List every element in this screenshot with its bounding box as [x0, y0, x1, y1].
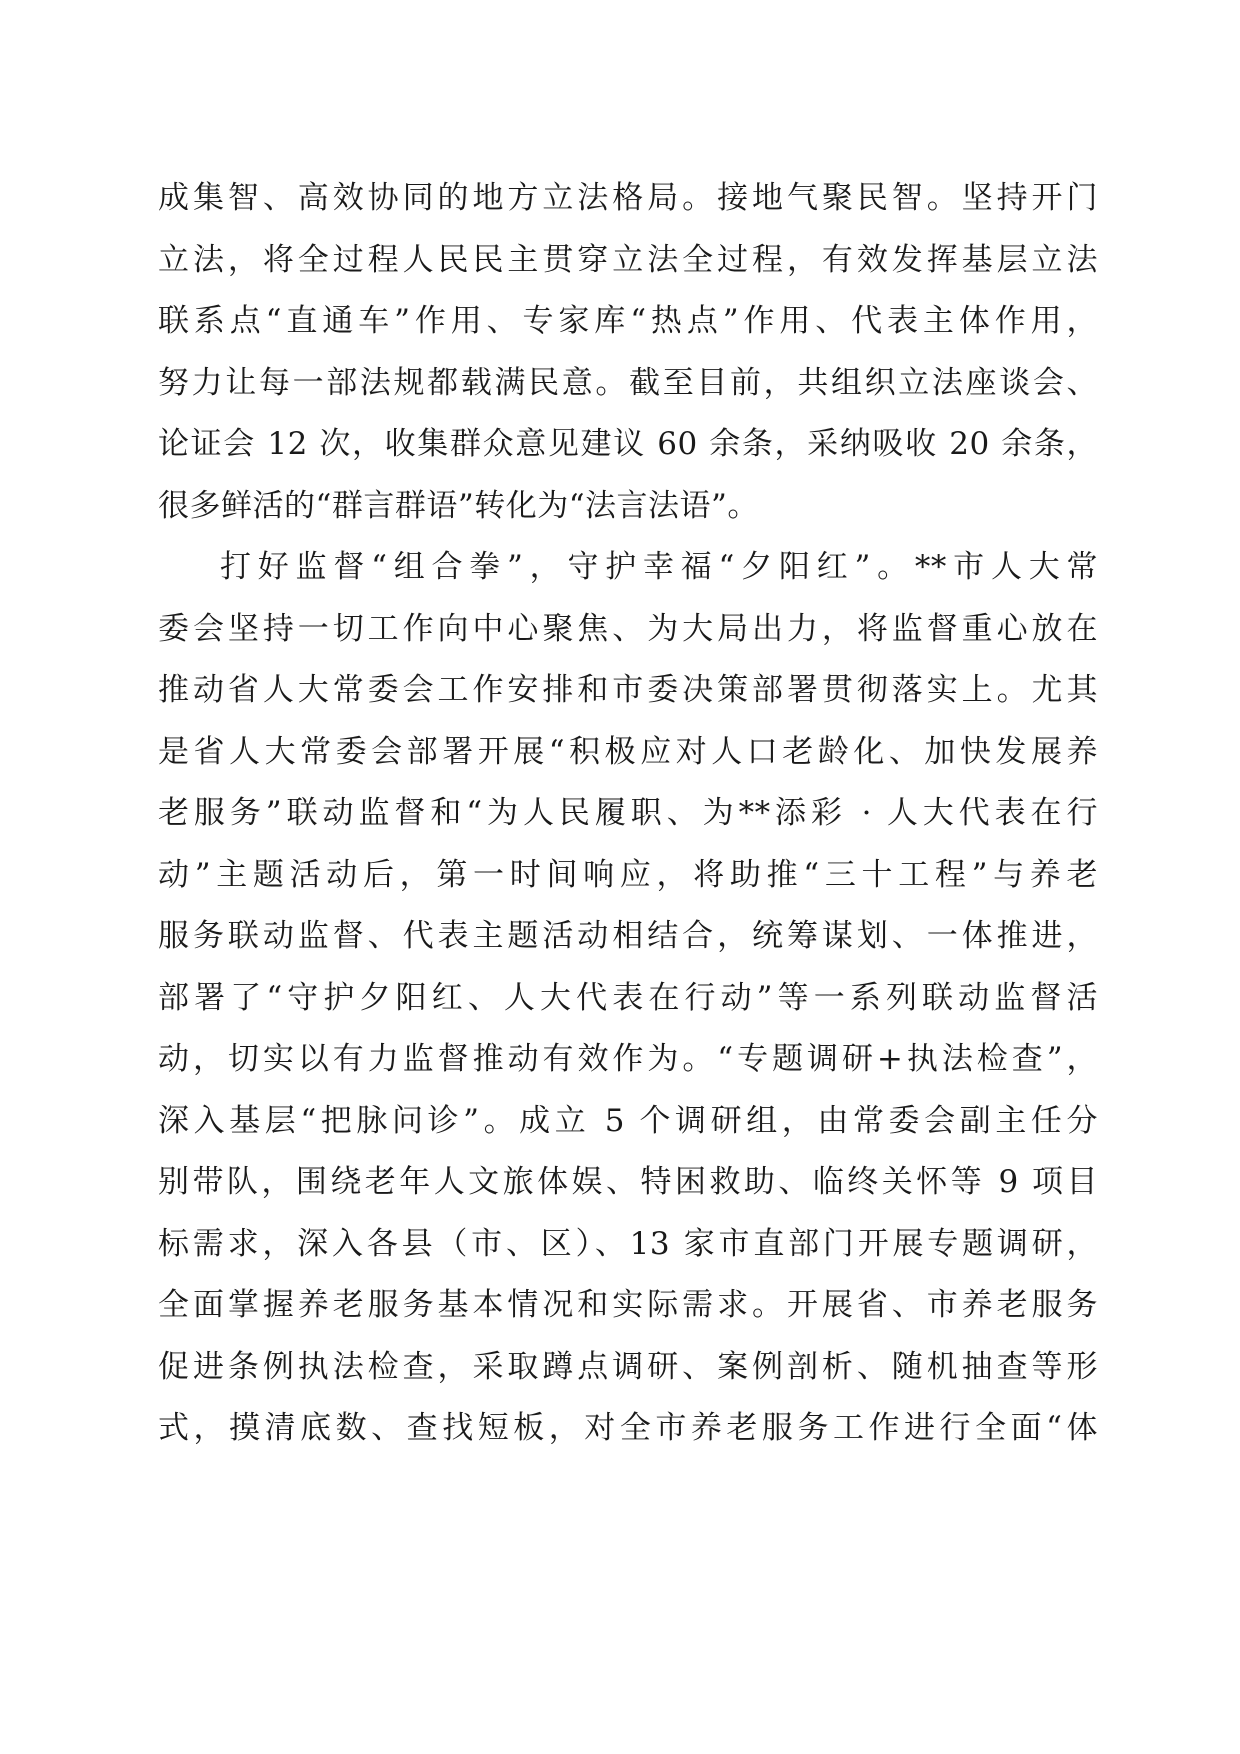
text-line: 部署了“守护夕阳红、人大代表在行动”等一系列联动监督活 — [158, 979, 1098, 1016]
text-line: 动”主题活动后，第一时间响应，将助推“三十工程”与养老 — [158, 856, 1098, 893]
text-line: 委会坚持一切工作向中心聚焦、为大局出力，将监督重心放在 — [158, 610, 1098, 647]
text-line: 动，切实以有力监督推动有效作为。“专题调研+执法检查”， — [158, 1041, 1098, 1077]
text-line: 论证会 12 次，收集群众意见建议 60 余条，采纳吸收 20 余条， — [158, 426, 1098, 462]
text-line: 别带队，围绕老年人文旅体娱、特困救助、临终关怀等 9 项目 — [158, 1164, 1098, 1200]
text-line: 深入基层“把脉问诊”。成立 5 个调研组，由常委会副主任分 — [158, 1102, 1098, 1139]
text-line: 老服务”联动监督和“为人民履职、为**添彩 · 人大代表在行 — [158, 795, 1098, 831]
text-line: 服务联动监督、代表主题活动相结合，统筹谋划、一体推进， — [158, 918, 1098, 954]
text-line: 全面掌握养老服务基本情况和实际需求。开展省、市养老服务 — [158, 1287, 1098, 1323]
text-line: 很多鲜活的“群言群语”转化为“法言法语”。 — [158, 487, 759, 524]
paragraph-legislation-continued — [158, 168, 1098, 537]
text-line: 是省人大常委会部署开展“积极应对人口老龄化、加快发展养 — [158, 733, 1098, 770]
text-line: 联系点“直通车”作用、专家库“热点”作用、代表主体作用， — [158, 303, 1098, 339]
text-line: 成集智、高效协同的地方立法格局。接地气聚民智。坚持开门 — [158, 180, 1098, 216]
text-line: 标需求，深入各县（市、区）、13 家市直部门开展专题调研， — [158, 1225, 1098, 1262]
text-line: 立法，将全过程人民民主贯穿立法全过程，有效发挥基层立法 — [158, 241, 1098, 278]
text-line: 努力让每一部法规都载满民意。截至目前，共组织立法座谈会、 — [158, 364, 1098, 401]
text-line: 促进条例执法检查，采取蹲点调研、案例剖析、随机抽查等形 — [158, 1348, 1098, 1385]
text-line: 打好监督“组合拳”，守护幸福“夕阳红”。**市人大常 — [220, 549, 1098, 585]
text-line: 推动省人大常委会工作安排和市委决策部署贯彻落实上。尤其 — [158, 672, 1098, 708]
text-line: 式，摸清底数、查找短板，对全市养老服务工作进行全面“体 — [158, 1410, 1098, 1446]
paragraph-supervision — [158, 537, 1098, 1460]
document-body — [158, 168, 1098, 1460]
